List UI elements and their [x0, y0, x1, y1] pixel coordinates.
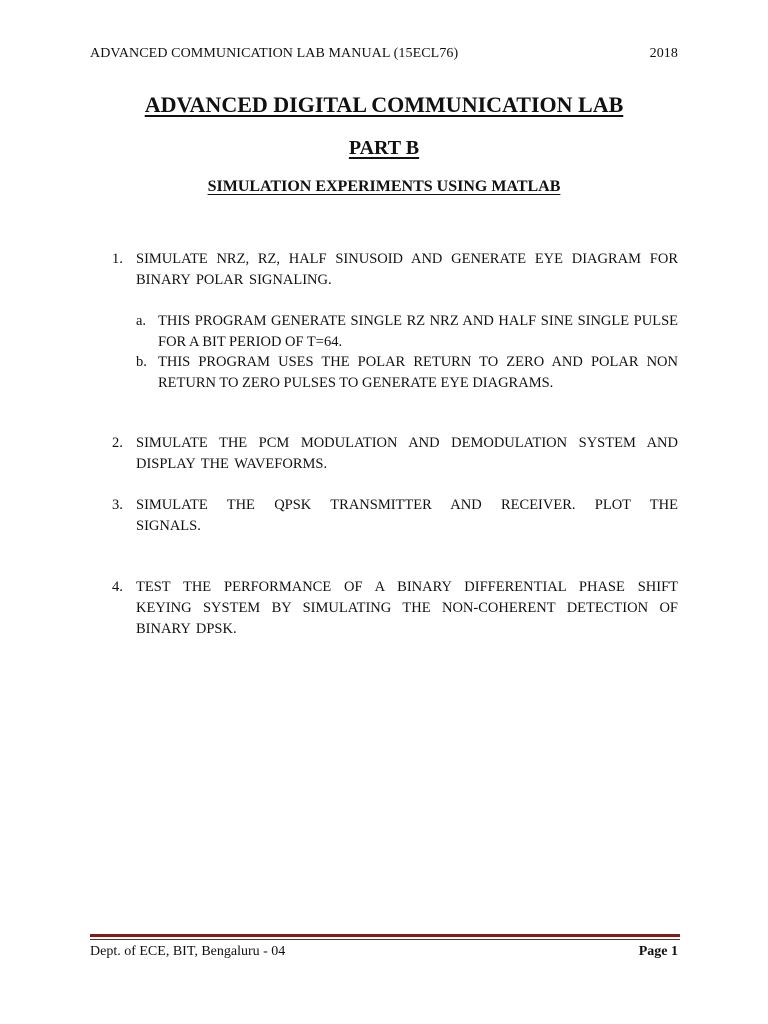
footer-divider-thick: [90, 934, 680, 937]
header-manual-title: ADVANCED COMMUNICATION LAB MANUAL (15ECL76): [90, 46, 459, 61]
experiment-item-2: [112, 433, 678, 475]
footer-divider-thin: [90, 939, 680, 940]
experiment-subitem-1b: [136, 352, 678, 394]
experiment-number: 4.: [112, 579, 123, 595]
footer-divider: [90, 934, 680, 940]
part-heading: [0, 137, 768, 160]
subitem-text: THIS PROGRAM USES THE POLAR RETURN TO ZERO AND POLAR NON RETURN TO ZERO PULSES TO GENERATE EYE DIAGRAMS.: [158, 354, 678, 391]
experiment-subitem-1a: [136, 311, 678, 353]
experiment-item-3: [112, 495, 678, 537]
footer-department: Dept. of ECE, BIT, Bengaluru - 04: [90, 944, 286, 959]
document-title: [0, 92, 768, 118]
experiment-text: SIMULATE NRZ, RZ, HALF SINUSOID AND GENERATE EYE DIAGRAM FOR BINARY POLAR SIGNALING.: [136, 251, 678, 288]
page-footer: [90, 944, 678, 960]
experiment-item-1: [112, 249, 678, 291]
page-header: [90, 46, 678, 62]
experiment-text: TEST THE PERFORMANCE OF A BINARY DIFFERENTIAL PHASE SHIFT KEYING SYSTEM BY SIMULATING THE NON-COHERENT DETECTION OF BINARY DPSK.: [136, 579, 678, 637]
section-subtitle-text: SIMULATION EXPERIMENTS USING MATLAB: [207, 178, 561, 195]
experiment-number: 3.: [112, 497, 123, 513]
experiment-item-4: [112, 577, 678, 640]
experiment-number: 1.: [112, 251, 123, 267]
subitem-letter: a.: [136, 313, 147, 329]
subitem-text: THIS PROGRAM GENERATE SINGLE RZ NRZ AND HALF SINE SINGLE PULSE FOR A BIT PERIOD OF T=64.: [158, 313, 678, 350]
header-year: 2018: [649, 46, 678, 61]
page-number: Page 1: [638, 944, 678, 959]
subitem-letter: b.: [136, 354, 147, 370]
experiment-number: 2.: [112, 435, 123, 451]
document-title-text: ADVANCED DIGITAL COMMUNICATION LAB: [144, 92, 624, 117]
experiment-text: SIMULATE THE PCM MODULATION AND DEMODULATION SYSTEM AND DISPLAY THE WAVEFORMS.: [136, 435, 678, 472]
experiment-text: SIMULATE THE QPSK TRANSMITTER AND RECEIVER. PLOT THE SIGNALS.: [136, 497, 678, 534]
section-subtitle: [0, 178, 768, 196]
part-heading-text: PART B: [348, 137, 420, 159]
